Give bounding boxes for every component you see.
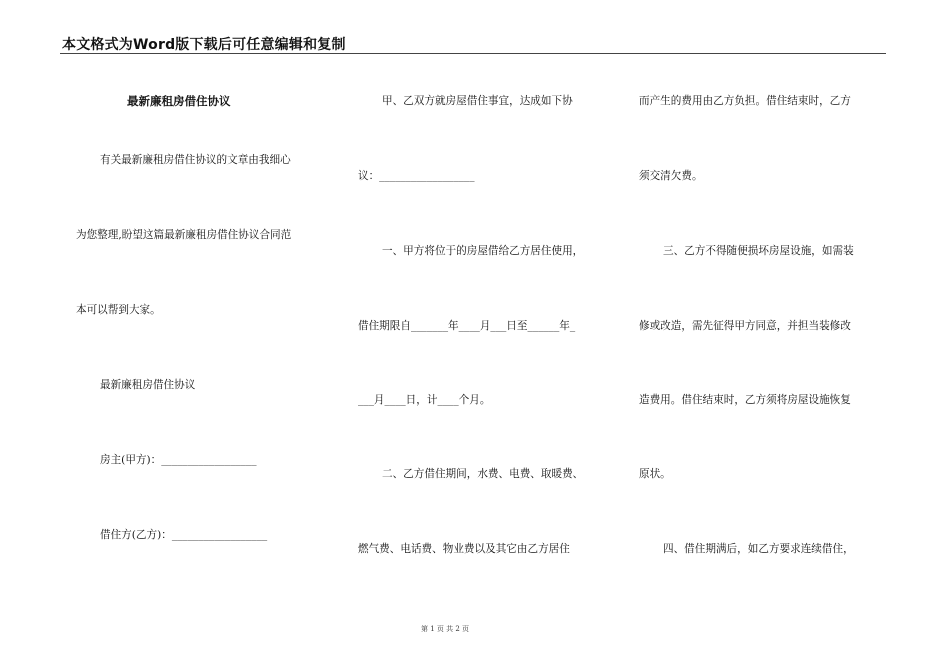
agreement-subtitle: 最新廉租房借住协议: [100, 379, 196, 391]
clause-1-line: 一、甲方将位于的房屋借给乙方居住使用，: [382, 245, 584, 257]
document-title: 最新廉租房借住协议: [127, 94, 231, 108]
clause-4-line: 四、借住期满后，如乙方要求连续借住，: [663, 543, 854, 555]
clause-2-line: 燃气费、电话费、物业费以及其它由乙方居住: [358, 543, 570, 555]
clause-3-line: 三、乙方不得随便损坏房屋设施，如需装: [663, 245, 854, 257]
clause-1-line: 借住期限自_______年____月___日至______年_: [358, 320, 576, 332]
paragraph-line: 议：__________________: [358, 170, 475, 182]
clause-2-line: 二、乙方借住期间，水费、电费、取暖费、: [382, 468, 584, 480]
borrower-field-line: 借住方(乙方)：__________________: [100, 529, 268, 541]
clause-3-line: 修或改造，需先征得甲方同意，并担当装修改: [639, 320, 851, 332]
clause-2-line: 须交清欠费。: [639, 170, 703, 182]
page-number-footer: 第 1 页 共 2 页: [420, 625, 470, 633]
paragraph-line: 为您整理,盼望这篇最新廉租房借住协议合同范: [76, 229, 292, 241]
clause-1-line: ___月____日，计____个月。: [358, 394, 491, 406]
header-divider: [60, 53, 886, 54]
paragraph-line: 有关最新廉租房借住协议的文章由我细心: [100, 154, 291, 166]
document-header-title: 本文格式为Word版下载后可任意编辑和复制: [62, 37, 346, 53]
clause-3-line: 造费用。借住结束时，乙方须将房屋设施恢复: [639, 394, 851, 406]
paragraph-line: 甲、乙双方就房屋借住事宜，达成如下协: [382, 95, 573, 107]
landlord-field-line: 房主(甲方)：__________________: [100, 454, 257, 466]
clause-3-line: 原状。: [639, 468, 671, 480]
clause-2-line: 而产生的费用由乙方负担。借住结束时，乙方: [639, 95, 851, 107]
paragraph-line: 本可以帮到大家。: [76, 304, 161, 316]
